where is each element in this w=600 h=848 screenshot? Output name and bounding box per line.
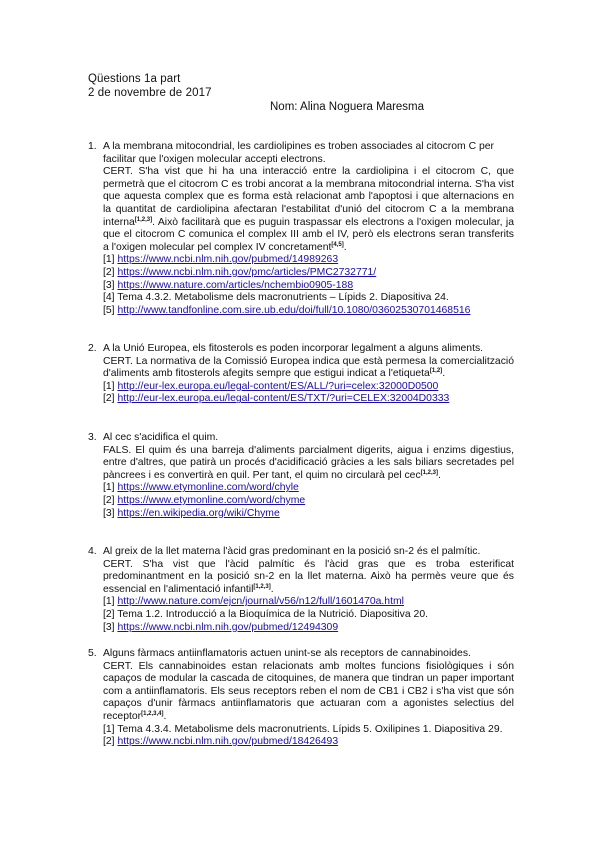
citation-marker: [1,2,3] bbox=[420, 469, 438, 476]
question-statement: Al greix de la llet materna l'àcid gras predominant en la posició sn-2 és el palmític. bbox=[103, 546, 481, 557]
reference-item: [2] https://www.etymonline.com/word/chyme bbox=[103, 494, 306, 506]
question-answer: FALS. El quim és una barreja d'aliments parcialment digerits, aigua i enzims digestius, entre d'altres, que patirà un procés d'acidificació gràcies a les sals biliars secretades pel pàncrees i es convertirà en quil. Per tant, el quim no circularà pel cec[1,2,3]. bbox=[103, 444, 514, 481]
reference-item: [2] https://www.ncbi.nlm.nih.gov/pubmed/18426493 bbox=[103, 736, 339, 748]
question-number: 3. bbox=[88, 432, 97, 443]
question-number: 1. bbox=[88, 141, 97, 152]
question-statement: A la membrana mitocondrial, les cardiolipines es troben associades al citocrom C per facilitar que l'oxigen molecular accepti electrons. bbox=[103, 141, 494, 165]
reference-text: Tema 1.2. Introducció a la Bioquímica de la Nutrició. Diapositiva 20. bbox=[117, 608, 428, 620]
reference-item: [4] Tema 4.3.2. Metabolisme dels macronutrients – Lípids 2. Diapositiva 24. bbox=[103, 292, 449, 304]
reference-item: [3] https://www.ncbi.nlm.nih.gov/pubmed/12494309 bbox=[103, 621, 339, 633]
question-answer: CERT. Els cannabinoides estan relacionats amb moltes funcions fisiològiques i són capaços de modular la cascada de citoquines, de manera que tindran un paper important com a antiinflamatoris. Els seus receptors reben el nom de CB1 i CB2 i s'ha vist que són capaços d'unir fàrmacs antiinflamatoris que actuaran com a agonistes selectius del receptor[1,2,3,4]. bbox=[103, 660, 514, 722]
reference-link[interactable]: https://www.etymonline.com/word/chyme bbox=[117, 494, 306, 506]
question-number: 4. bbox=[88, 546, 97, 557]
question-4 bbox=[88, 546, 514, 634]
reference-link[interactable]: https://www.ncbi.nlm.nih.gov/pubmed/14989263 bbox=[117, 254, 339, 266]
reference-item: [5] http://www.tandfonline.com.sire.ub.edu/doi/full/10.1080/03602530701468516 bbox=[103, 304, 471, 316]
reference-link[interactable]: http://www.tandfonline.com.sire.ub.edu/doi/full/10.1080/03602530701468516 bbox=[117, 304, 471, 316]
reference-item: [1] http://www.nature.com/ejcn/journal/v56/n12/full/1601470a.html bbox=[103, 596, 404, 608]
question-5 bbox=[88, 648, 514, 749]
reference-item: [3] https://www.nature.com/articles/nchembio0905-188 bbox=[103, 279, 354, 291]
reference-item: [2] https://www.ncbi.nlm.nih.gov/pmc/articles/PMC2732771/ bbox=[103, 266, 377, 278]
question-answer: CERT. S'ha vist que hi ha una interacció entre la cardiolipina i el citocrom C, que permetrà que el citocrom C es trobi ancorat a la membrana mitocondrial interna. S'ha vist que aquesta complex que es forma està relacionat amb l'apoptosi i que alternacions en la quantitat de cardiolipina afectaran l'estabilitat d'unió del citocrom C a la membrana interna[1,2,3]. Això facilitarà que es puguin traspassar els electrons a l'oxigen molecular, ja que el citocrom C comunica el complex III amb el IV, però els electrons seran transferits a l'oxigen molecular pel complex IV concretament[4,5]. bbox=[103, 166, 514, 253]
citation-marker: [1,2,3] bbox=[134, 216, 153, 223]
reference-link[interactable]: https://en.wikipedia.org/wiki/Chyme bbox=[117, 507, 280, 519]
reference-text: Tema 4.3.2. Metabolisme dels macronutrients – Lípids 2. Diapositiva 24. bbox=[117, 292, 449, 304]
question-2 bbox=[88, 343, 514, 406]
reference-link[interactable]: https://www.ncbi.nlm.nih.gov/pubmed/18426493 bbox=[117, 736, 339, 748]
question-1 bbox=[88, 141, 514, 317]
question-statement: Alguns fàrmacs antiinflamatoris actuen unint-se als receptors de cannabinoides. bbox=[103, 648, 471, 659]
reference-link[interactable]: http://www.nature.com/ejcn/journal/v56/n12/full/1601470a.html bbox=[117, 596, 404, 608]
reference-link[interactable]: http://eur-lex.europa.eu/legal-content/ES/TXT/?uri=CELEX:32004D0333 bbox=[117, 393, 450, 405]
reference-item: [1] Tema 4.3.4. Metabolisme dels macronutrients. Lípids 5. Oxilipines 1. Diapositiva 29. bbox=[103, 723, 503, 735]
reference-link[interactable]: https://www.ncbi.nlm.nih.gov/pmc/articles/PMC2732771/ bbox=[117, 266, 377, 278]
reference-item: [2] http://eur-lex.europa.eu/legal-content/ES/TXT/?uri=CELEX:32004D0333 bbox=[103, 393, 450, 405]
document-date: 2 de novembre de 2017 bbox=[88, 87, 212, 99]
question-number: 2. bbox=[88, 343, 97, 354]
question-number: 5. bbox=[88, 648, 97, 659]
reference-link[interactable]: https://www.etymonline.com/word/chyle bbox=[117, 482, 299, 494]
question-statement: A la Unió Europea, els fitosterols es poden incorporar legalment a alguns aliments. bbox=[103, 343, 484, 354]
citation-marker: [4,5] bbox=[331, 241, 344, 248]
reference-item: [2] Tema 1.2. Introducció a la Bioquímica de la Nutrició. Diapositiva 20. bbox=[103, 608, 428, 620]
question-answer: CERT. La normativa de la Comissió Europea indica que està permesa la comercialització d'aliments amb fitosterols afegits sempre que estigui indicat a l'etiqueta[1,2]. bbox=[103, 355, 514, 380]
reference-link[interactable]: https://www.ncbi.nlm.nih.gov/pubmed/12494309 bbox=[117, 621, 339, 633]
question-statement: Al cec s'acidifica el quim. bbox=[103, 432, 219, 443]
citation-marker: [1,2,3] bbox=[253, 583, 271, 590]
citation-marker: [1,2,3,4] bbox=[141, 710, 164, 717]
reference-item: [1] https://www.ncbi.nlm.nih.gov/pubmed/14989263 bbox=[103, 254, 339, 266]
author-name: Nom: Alina Noguera Maresma bbox=[270, 101, 425, 113]
reference-link[interactable]: http://eur-lex.europa.eu/legal-content/ES/ALL/?uri=celex:32000D0500 bbox=[117, 380, 439, 392]
citation-marker: [1,2] bbox=[429, 368, 443, 375]
document-title: Qüestions 1a part bbox=[88, 73, 181, 85]
question-answer: CERT. S'ha vist que l'àcid palmític és l'àcid gras que es troba esterificat predominantment en la posició sn-2 en la llet materna. Això ha permès veure que és essencial en l'alimentació infantil[1,2,3]. bbox=[103, 558, 514, 595]
reference-link[interactable]: https://www.nature.com/articles/nchembio0905-188 bbox=[117, 279, 354, 291]
reference-text: Tema 4.3.4. Metabolisme dels macronutrients. Lípids 5. Oxilipines 1. Diapositiva 29. bbox=[117, 723, 503, 735]
reference-item: [1] https://www.etymonline.com/word/chyle bbox=[103, 482, 299, 494]
question-3 bbox=[88, 432, 514, 520]
reference-item: [3] https://en.wikipedia.org/wiki/Chyme bbox=[103, 507, 280, 519]
reference-item: [1] http://eur-lex.europa.eu/legal-content/ES/ALL/?uri=celex:32000D0500 bbox=[103, 380, 439, 392]
